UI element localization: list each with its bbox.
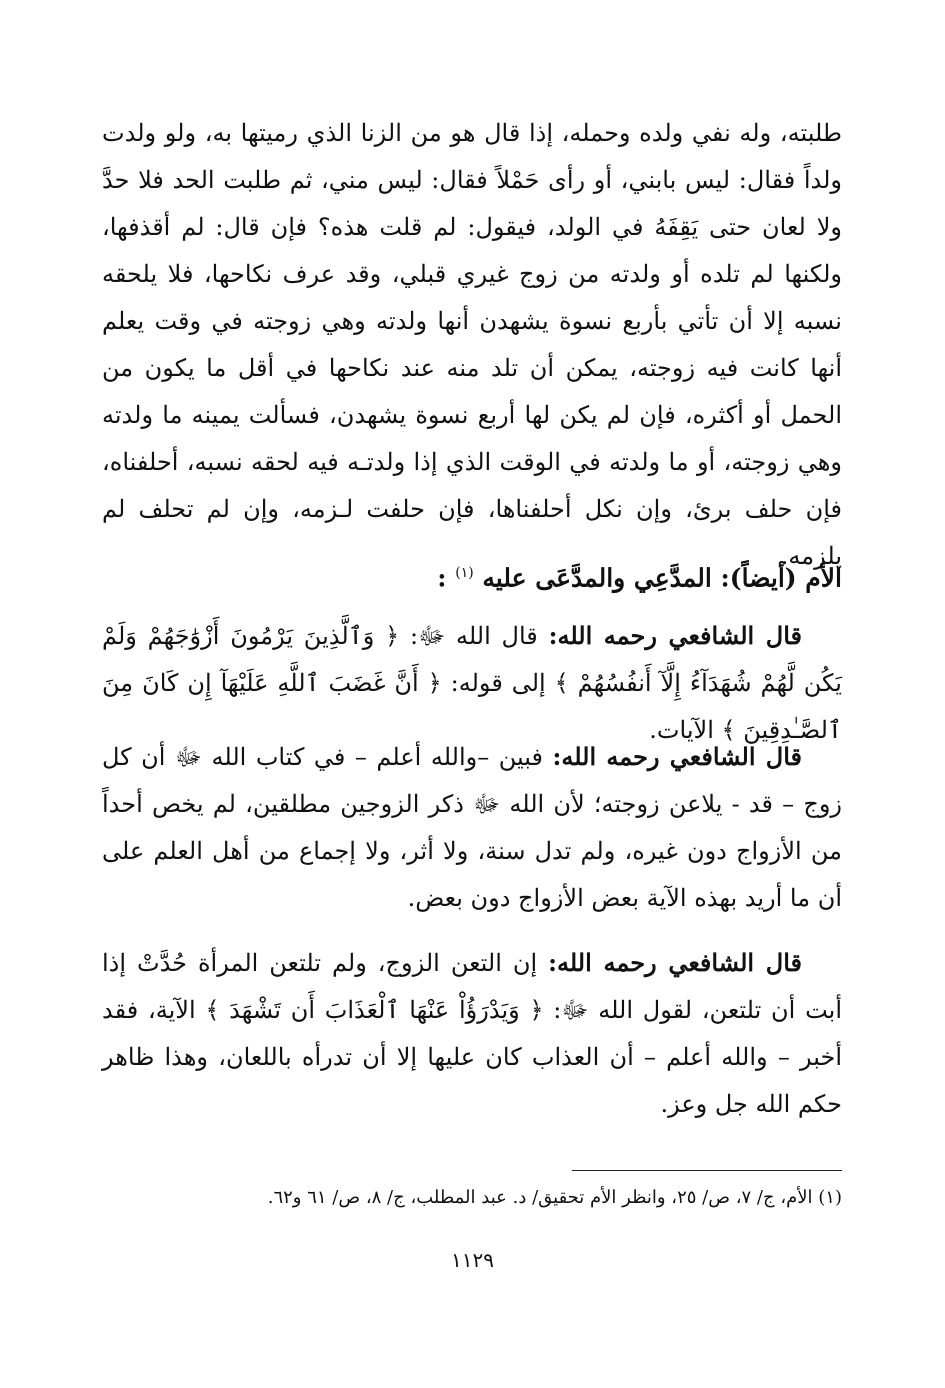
page-number: ١١٢٩ — [451, 1248, 494, 1272]
section-heading-suffix: : — [437, 563, 447, 593]
footnote-divider — [572, 1170, 842, 1171]
section-heading-text: الأم (أيضاً): المدَّعِي والمدَّعَى عليه — [482, 563, 842, 593]
speaker-label: قال الشافعي رحمه الله: — [548, 621, 802, 650]
shafii-paragraph — [102, 733, 842, 922]
paragraph-body: إن التعن الزوج، ولم تلتعن المرأة حُدَّتْ إذا أبت أن تلتعن، لقول الله ﷻ: ﴿ وَيَدْرَؤُاْ عَنْهَا ٱلْعَذَابَ أَن تَشْهَدَ ﴾ الآية، فقد أخبر – والله أعلم – أن العذاب كان عليها إلا أن تدرأه باللعان، وهذا ظاهر حكم الله جل وعز. — [102, 949, 842, 1118]
speaker-label: قال الشافعي رحمه الله: — [552, 742, 802, 771]
paragraph-body: فبين –والله أعلم – في كتاب الله ﷻ أن كل زوج – قد - يلاعن زوجته؛ لأن الله ﷻ ذكر الزوجين مطلقين، لم يخص أحداً من الأزواج دون غيره، ولم تدل سنة، ولا أثر، ولا إجماع من أهل العلم على أن ما أريد بهذه الآية بعض الأزواج دون بعض. — [102, 743, 842, 912]
footnote — [102, 1183, 842, 1213]
top-paragraph — [102, 110, 842, 580]
top-paragraph-text: طلبته، وله نفي ولده وحمله، إذا قال هو من الزنا الذي رميتها به، ولو ولدت ولداً فقال: ليس بابني، أو رأى حَمْلاً فقال: ليس مني، ثم طلبت الحد فلا حدَّ ولا لعان حتى يَقِفَهُ في الولد، فيقول: لم قلت هذه؟ فإن قال: لم أقذفها، ولكنها لم تلده أو ولدته من زوج غيري قبلي، وقد عرف نكاحها، فلا يلحقه نسبه إلا أن تأتي بأربع نسوة يشهدن أنها ولدته وهي زوجته في وقت يعلم أنها كانت فيه زوجته، يمكن أن تلد منه عند نكاحها في أقل ما يكون من الحمل أو أكثره، فإن لم يكن لها أربع نسوة يشهدن، فسألت يمينه ما ولدته وهي زوجته، أو ما ولدته في الوقت الذي إذا ولدتـه فيه لحقه نسبه، أحلفناه، فإن حلف برئ، وإن نكل أحلفناها، فإن حلفت لـزمه، وإن لم تحلف لم يلزمه. — [102, 119, 843, 570]
footnote-text: (١) الأم، ج/ ٧، ص/ ٢٥، وانظر الأم تحقيق/ د. عبد المطلب، ج/ ٨، ص/ ٦١ و٦٢. — [267, 1187, 842, 1208]
shafii-paragraph — [102, 939, 842, 1128]
paragraph-body: قال الله ﷻ: ﴿ وَٱلَّذِينَ يَرْمُونَ أَزْوَٰجَهُمْ وَلَمْ يَكُن لَّهُمْ شُهَدَآءُ إِلَّآ أَنفُسُهُمْ ﴾ إلى قوله: ﴿ أَنَّ غَضَبَ ٱللَّهِ عَلَيْهَآ إِن كَانَ مِنَ ٱلصَّـٰدِقِينَ ﴾ الآيات. — [102, 622, 842, 744]
footnote-marker: (١) — [455, 565, 474, 581]
speaker-label: قال الشافعي رحمه الله: — [548, 948, 802, 977]
section-heading — [102, 550, 842, 601]
